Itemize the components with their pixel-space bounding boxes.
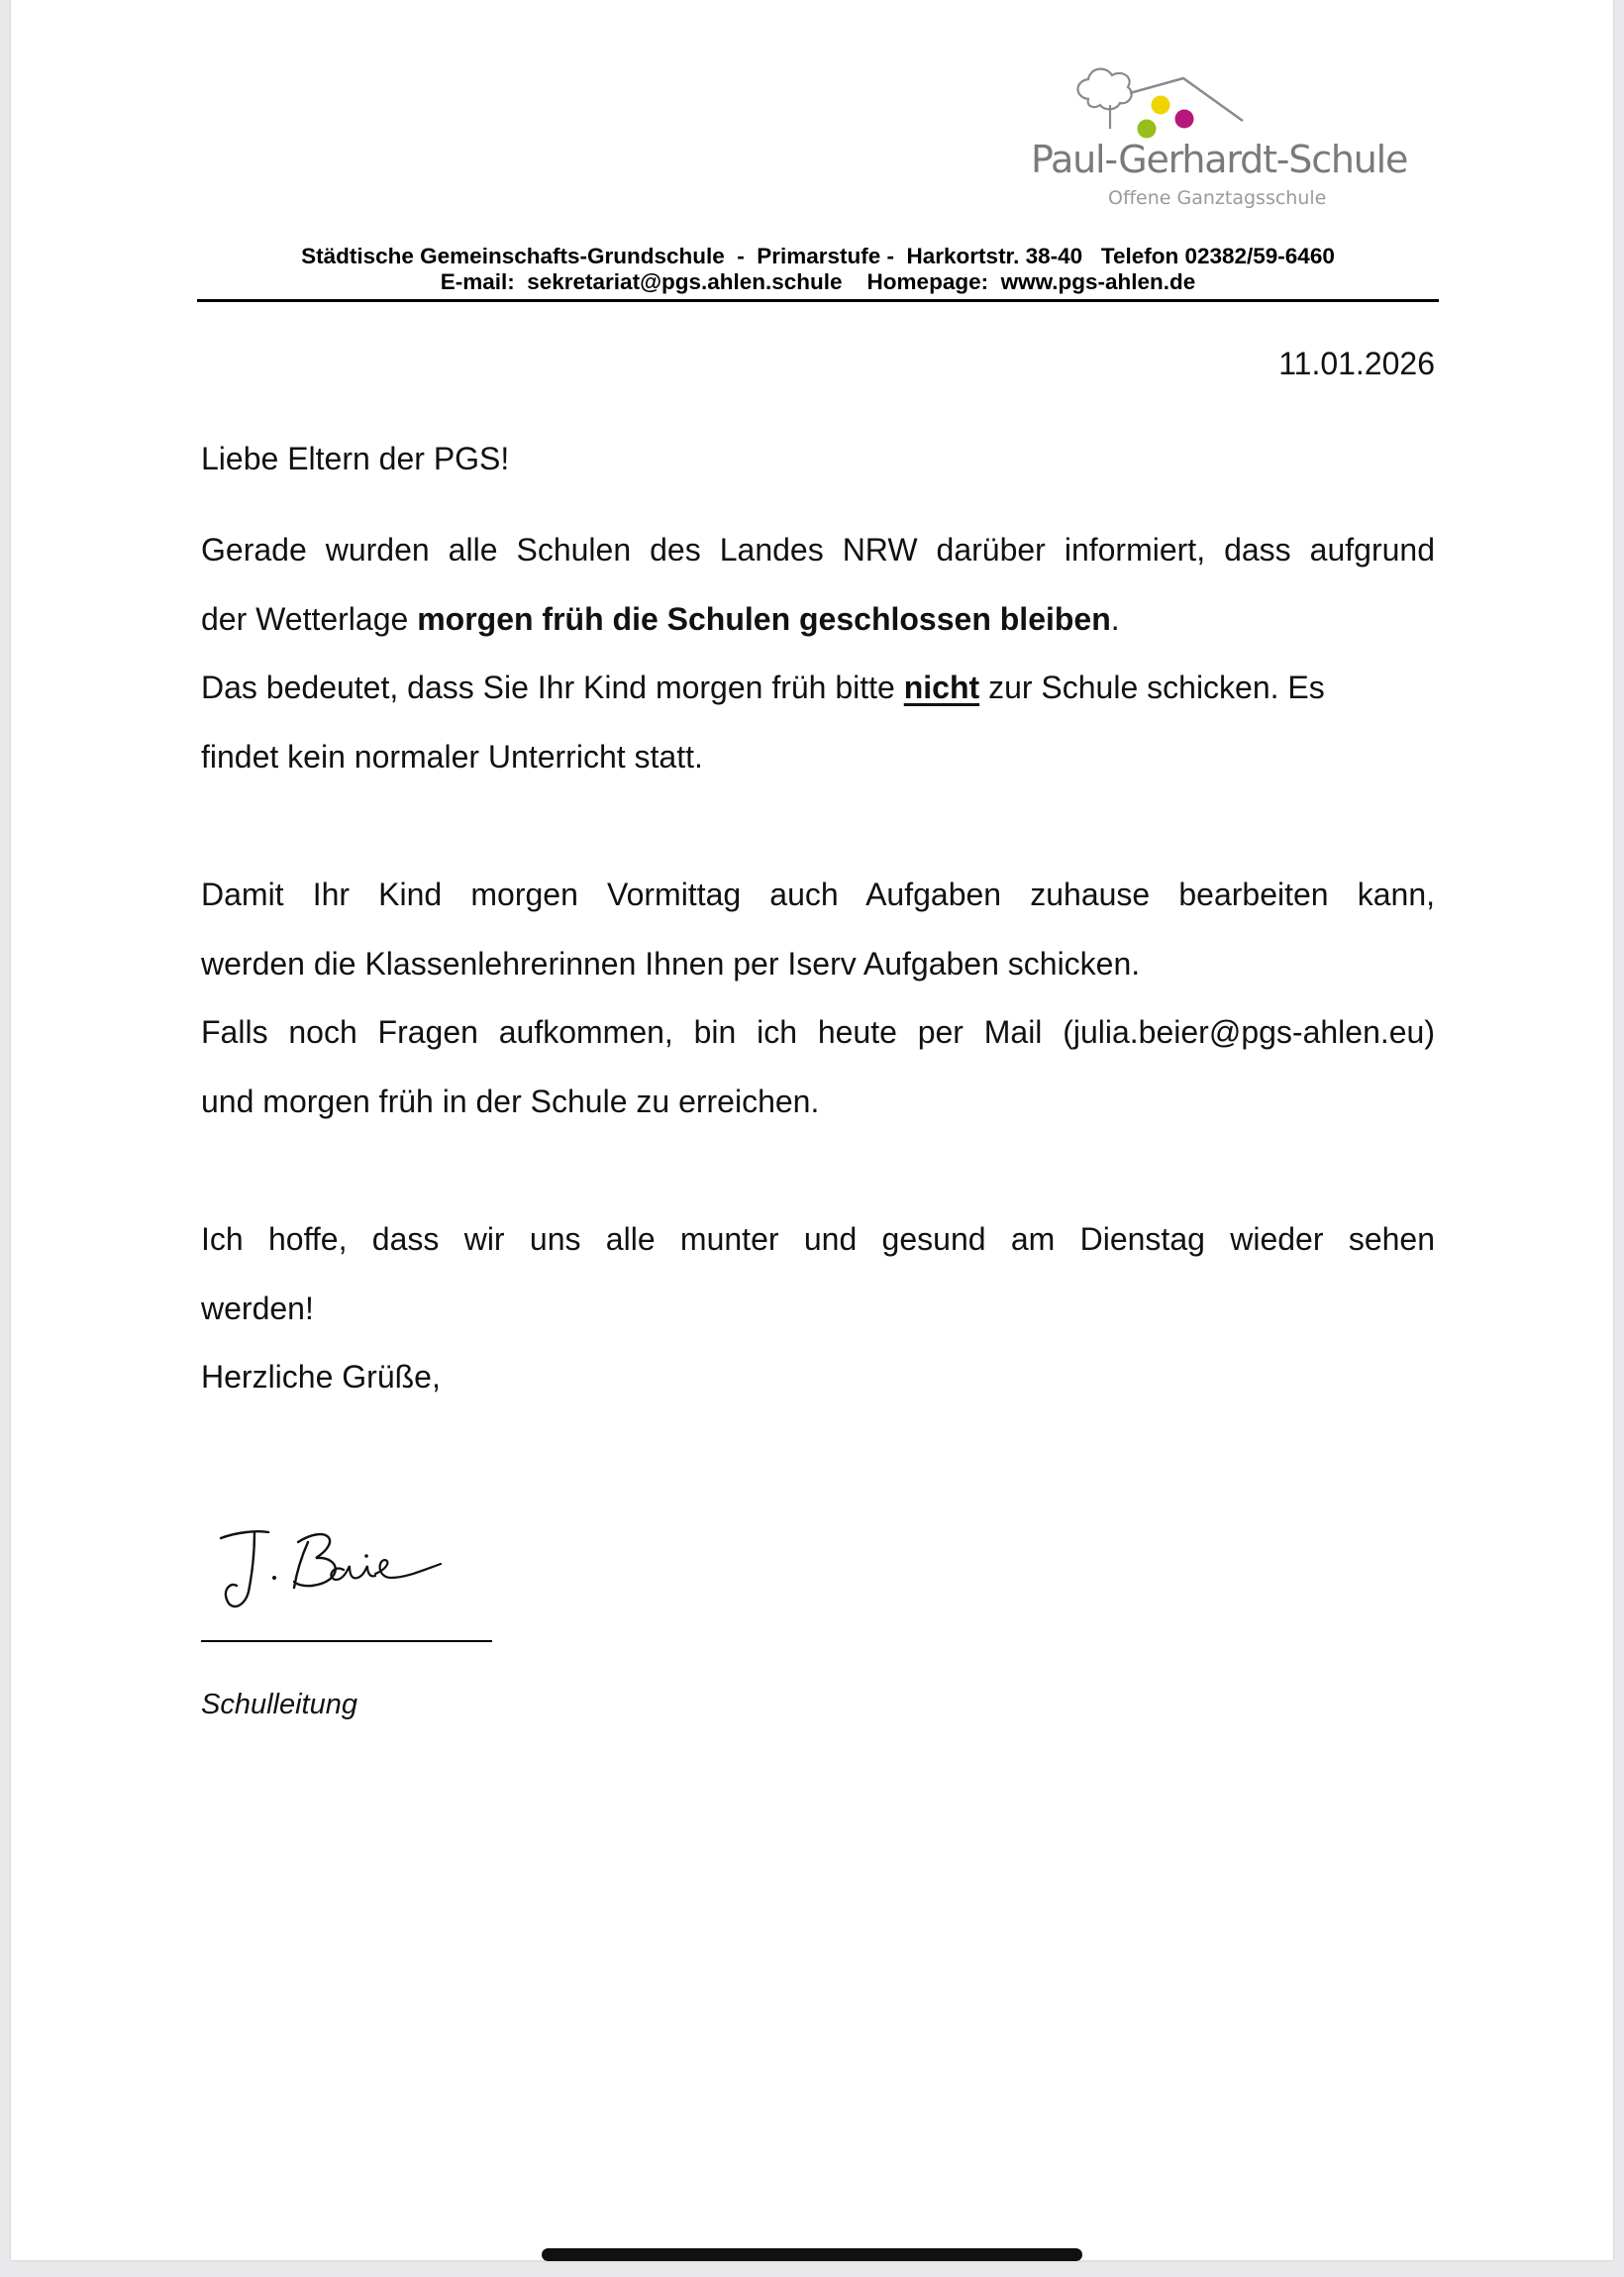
signature: [217, 1520, 455, 1619]
paragraph-3-line-2: werden!: [201, 1290, 314, 1326]
paragraph-2: [201, 861, 1435, 1136]
paragraph-3-line-1: Ich hoffe, dass wir uns alle munter und gesund am Dienstag wieder sehen: [201, 1221, 1435, 1257]
paragraph-2-line-1: Damit Ihr Kind morgen Vormittag auch Aufgaben zuhause bearbeiten kann,: [201, 877, 1435, 912]
letter-page: [11, 0, 1613, 2260]
tree-icon: [1078, 69, 1132, 110]
paragraph-1-line-3: Das bedeutet, dass Sie Ihr Kind morgen früh bitte nicht zur Schule schicken. Es: [201, 670, 1325, 705]
paragraph-1-line-1: Gerade wurden alle Schulen des Landes NRW darüber informiert, dass aufgrund: [201, 532, 1435, 568]
paragraph-1: [201, 516, 1435, 791]
home-indicator[interactable]: [542, 2248, 1082, 2261]
letterhead-contact: E-mail: sekretariat@pgs.ahlen.schule Homepage: www.pgs-ahlen.de: [440, 269, 1196, 294]
emphasis-not: nicht: [903, 670, 980, 705]
signature-line: [201, 1640, 492, 1642]
school-subtitle: Offene Ganztagsschule: [1108, 187, 1327, 209]
paragraph-2-line-3: Falls noch Fragen aufkommen, bin ich heute per Mail (julia.beier@pgs-ahlen.eu): [201, 1014, 1435, 1050]
paragraph-1-line-2: der Wetterlage morgen früh die Schulen geschlossen bleiben.: [201, 600, 1120, 637]
school-logo: [1031, 61, 1447, 220]
letterhead-divider: [197, 299, 1439, 302]
paragraph-1-line-4: findet kein normaler Unterricht statt.: [201, 738, 703, 775]
paragraph-2-line-2: werden die Klassenlehrerinnen Ihnen per Iserv Aufgaben schicken.: [201, 945, 1141, 982]
magenta-dot-icon: [1175, 110, 1194, 129]
letterhead-address: Städtische Gemeinschafts-Grundschule - Primarstufe - Harkortstr. 38-40 Telefon 02382/59-6460: [301, 244, 1335, 268]
school-logo-icon: [1031, 61, 1447, 141]
letterhead: [197, 244, 1439, 295]
yellow-dot-icon: [1152, 96, 1170, 115]
letter-date: 11.01.2026: [1278, 346, 1435, 381]
green-dot-icon: [1138, 120, 1157, 139]
closing: Herzliche Grüße,: [201, 1359, 441, 1395]
paragraph-3: [201, 1205, 1435, 1412]
salutation: Liebe Eltern der PGS!: [201, 441, 510, 476]
paragraph-2-line-4: und morgen früh in der Schule zu erreichen.: [201, 1083, 820, 1119]
school-name: Paul-Gerhardt-Schule: [1031, 138, 1408, 181]
closure-notice: morgen früh die Schulen geschlossen bleiben: [417, 600, 1111, 637]
signatory-role: Schulleitung: [201, 1689, 357, 1720]
